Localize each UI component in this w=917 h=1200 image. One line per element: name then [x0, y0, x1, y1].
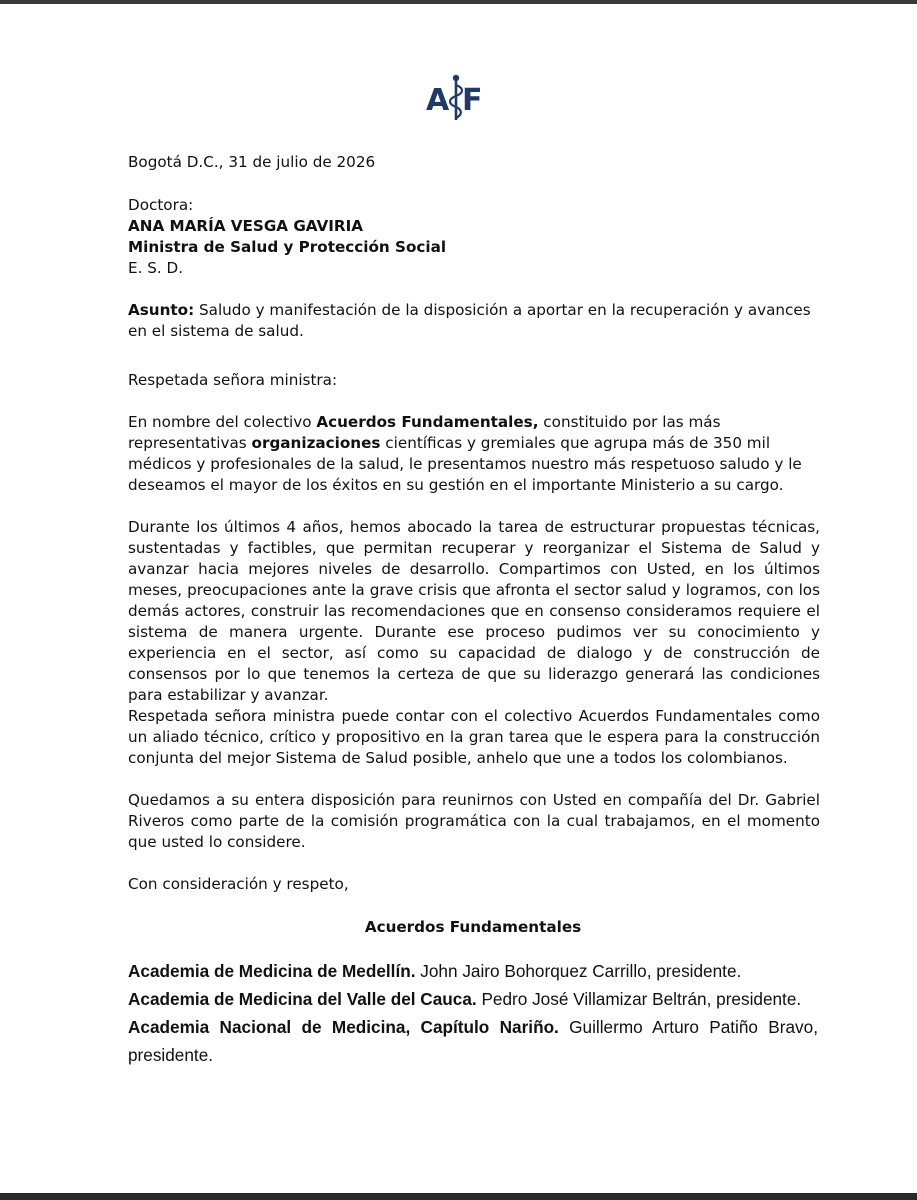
recipient-position: Ministra de Salud y Protección Social	[128, 238, 447, 256]
subject-text: Saludo y manifestación de la disposición a aportar en la recuperación y avances en el sistema de salud.	[128, 301, 811, 340]
asclepius-logo-icon	[424, 72, 488, 122]
paragraph-3: Respetada señora ministra puede contar con el colectivo Acuerdos Fundamentales como un aliado técnico, crítico y propositivo en la gran tarea que le espera para la construcción conjunta del mejor Sistema de Salud posible, anhelo que une a todos los colombianos.	[128, 707, 820, 767]
top-border	[0, 0, 917, 4]
p1-text-2: constituido por las más representativas	[128, 413, 721, 452]
organization-item	[128, 957, 818, 985]
subject-label: Asunto:	[128, 301, 195, 319]
paragraph-4: Quedamos a su entera disposición para reunirnos con Usted en compañía del Dr. Gabriel Riveros como parte de la comisión programática con la cual trabajamos, en el momento que usted lo considere.	[128, 791, 820, 851]
p1-bold-collective: Acuerdos Fundamentales,	[316, 413, 539, 431]
paragraph-2: Durante los últimos 4 años, hemos abocado la tarea de estructurar propuestas técnicas, sustentadas y factibles, que permitan recuperar y reorganizar el Sistema de Salud y avanzar hacia mejores niveles de desarrollo. Compartimos con Usted, en los últimos meses, preocupaciones ante la grave crisis que afronta el sector salud y logramos, con los demás actores, construir las recomendaciones que en consenso consideramos requiere el sistema de manera urgente. Durante ese proceso pudimos ver su conocimiento y experiencia en el sector, así como su capacidad de dialogo y de construcción de consensos por lo que tenemos la certeza de que su liderazgo generará las condiciones para estabilizar y avanzar.	[128, 518, 820, 704]
organization-president: Guillermo Arturo Patiño Bravo, presidente.	[128, 1017, 818, 1065]
bottom-border	[0, 1193, 917, 1200]
p1-text-1: En nombre del colectivo	[128, 413, 317, 431]
closing: Con consideración y respeto,	[128, 875, 349, 893]
organization-item	[128, 985, 818, 1013]
logo-letter-f: F	[462, 83, 483, 118]
organization-president: Pedro José Villamizar Beltrán, presidente.	[476, 989, 802, 1009]
recipient-title: Doctora:	[128, 196, 194, 214]
organization-president: John Jairo Bohorquez Carrillo, presidente.	[415, 961, 742, 981]
organizations-list	[128, 957, 818, 1069]
af-logo	[424, 72, 488, 122]
organization-item	[128, 1013, 818, 1069]
recipient-esd: E. S. D.	[128, 259, 184, 277]
p1-bold-organizations: organizaciones	[251, 434, 381, 452]
organization-name: Academia de Medicina de Medellín.	[128, 961, 416, 981]
paragraph-1	[128, 412, 820, 496]
organization-name: Academia de Medicina del Valle del Cauca.	[128, 989, 477, 1009]
p1-text-3: científicas y gremiales que agrupa más de 350 mil médicos y profesionales de la salud, le presentamos nuestro más respetuoso saludo y le deseamos el mayor de los éxitos en su gestión en el importante Ministerio a su cargo.	[128, 434, 802, 494]
date-line: Bogotá D.C., 31 de julio de 2026	[128, 153, 376, 171]
subject-line	[128, 300, 820, 342]
recipient-name: ANA MARÍA VESGA GAVIRIA	[128, 217, 364, 235]
logo-letter-a: A	[426, 83, 450, 118]
organization-name: Academia Nacional de Medicina, Capítulo Nariño.	[128, 1017, 559, 1037]
signature-title: Acuerdos Fundamentales	[364, 918, 582, 936]
recipient-block	[128, 195, 820, 279]
greeting: Respetada señora ministra:	[128, 371, 338, 389]
